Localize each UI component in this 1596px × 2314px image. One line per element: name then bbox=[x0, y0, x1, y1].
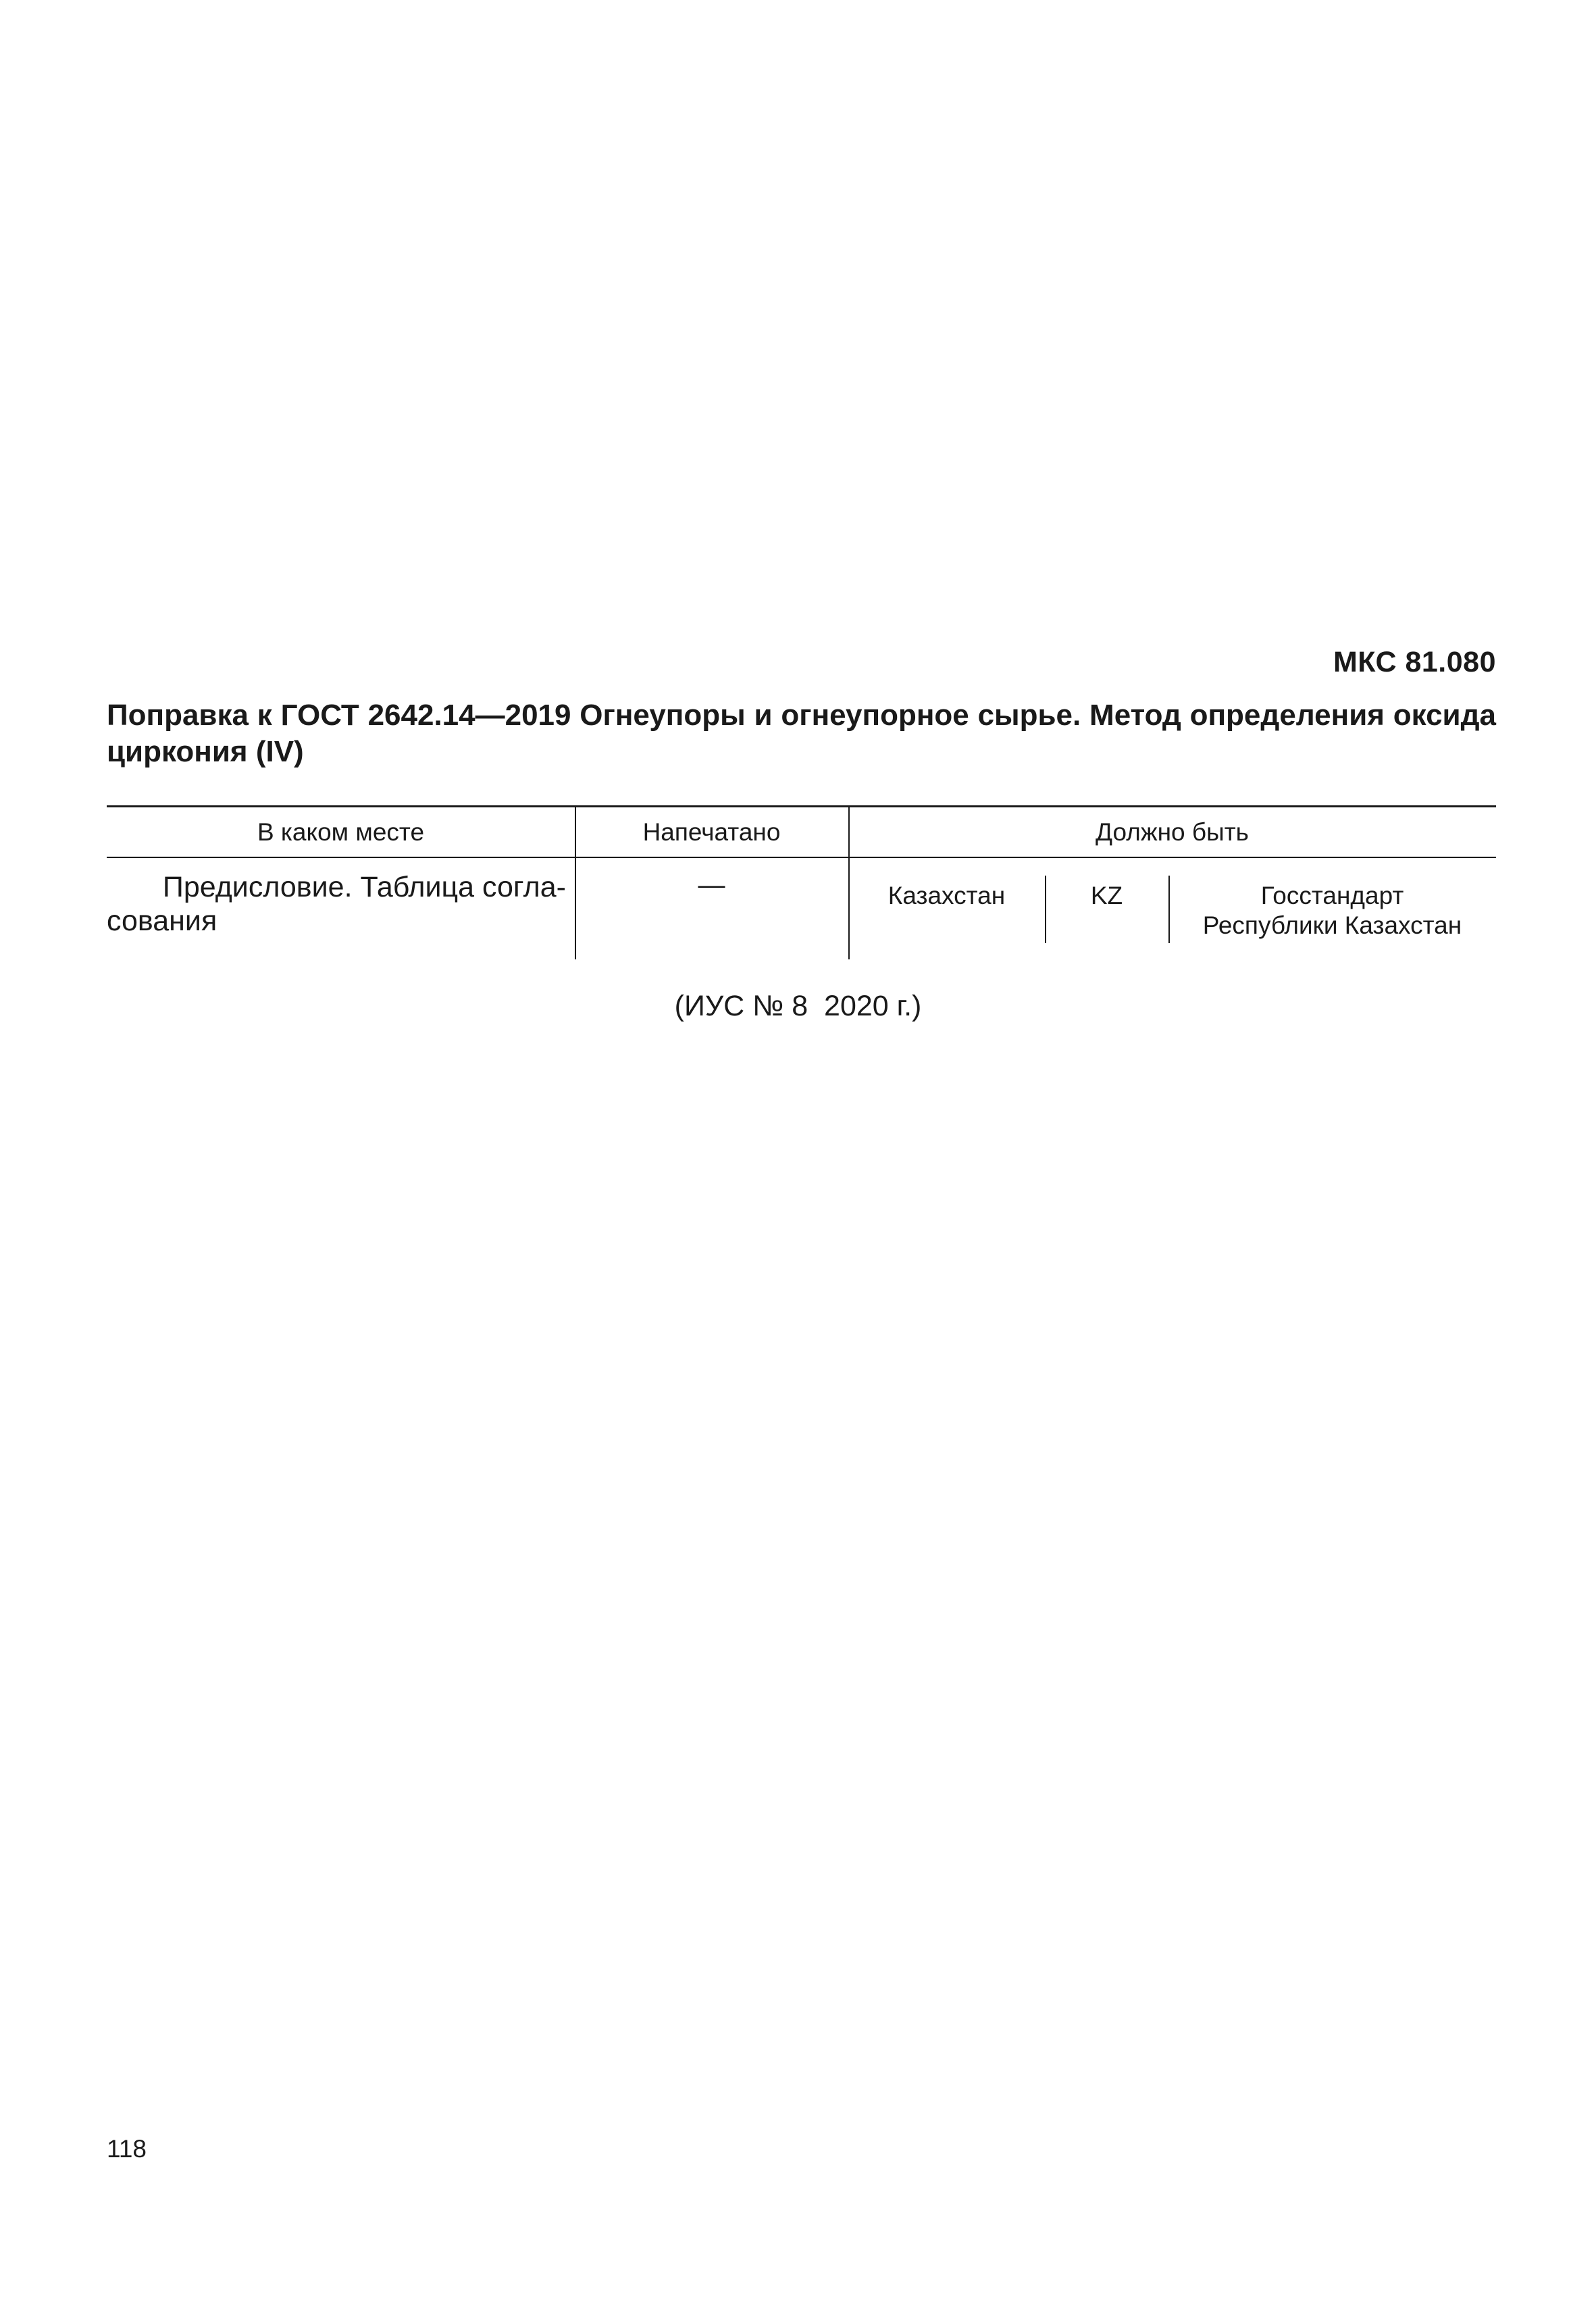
row-printed: — bbox=[698, 870, 725, 900]
row-organization bbox=[1168, 881, 1496, 940]
amendment-table bbox=[107, 805, 1496, 959]
header-place: В каком месте bbox=[257, 818, 425, 846]
row-organization-line1: Госстандарт bbox=[1260, 882, 1404, 909]
row-organization-line2: Республики Казахстан bbox=[1202, 911, 1462, 939]
source-note: (ИУС № 8 2020 г.) bbox=[674, 990, 922, 1022]
row-place bbox=[107, 870, 566, 938]
header-printed: Напечатано bbox=[642, 818, 781, 846]
table-top-rule bbox=[107, 805, 1496, 807]
table-header-rule bbox=[107, 857, 1496, 858]
mks-code: МКС 81.080 bbox=[1333, 646, 1496, 678]
row-place-line1: Предисловие. Таблица согла- bbox=[162, 871, 566, 903]
amendment-title: Поправка к ГОСТ 2642.14—2019 Огнеупоры и огнеупорное сырье. Метод определения оксида циркония (IV) bbox=[107, 699, 1496, 768]
header-should-be: Должно быть bbox=[1096, 818, 1249, 846]
row-country: Казахстан bbox=[887, 882, 1006, 909]
row-country-code: KZ bbox=[1090, 882, 1123, 909]
row-place-line2: сования bbox=[107, 905, 217, 937]
page-number: 118 bbox=[107, 2135, 147, 2163]
